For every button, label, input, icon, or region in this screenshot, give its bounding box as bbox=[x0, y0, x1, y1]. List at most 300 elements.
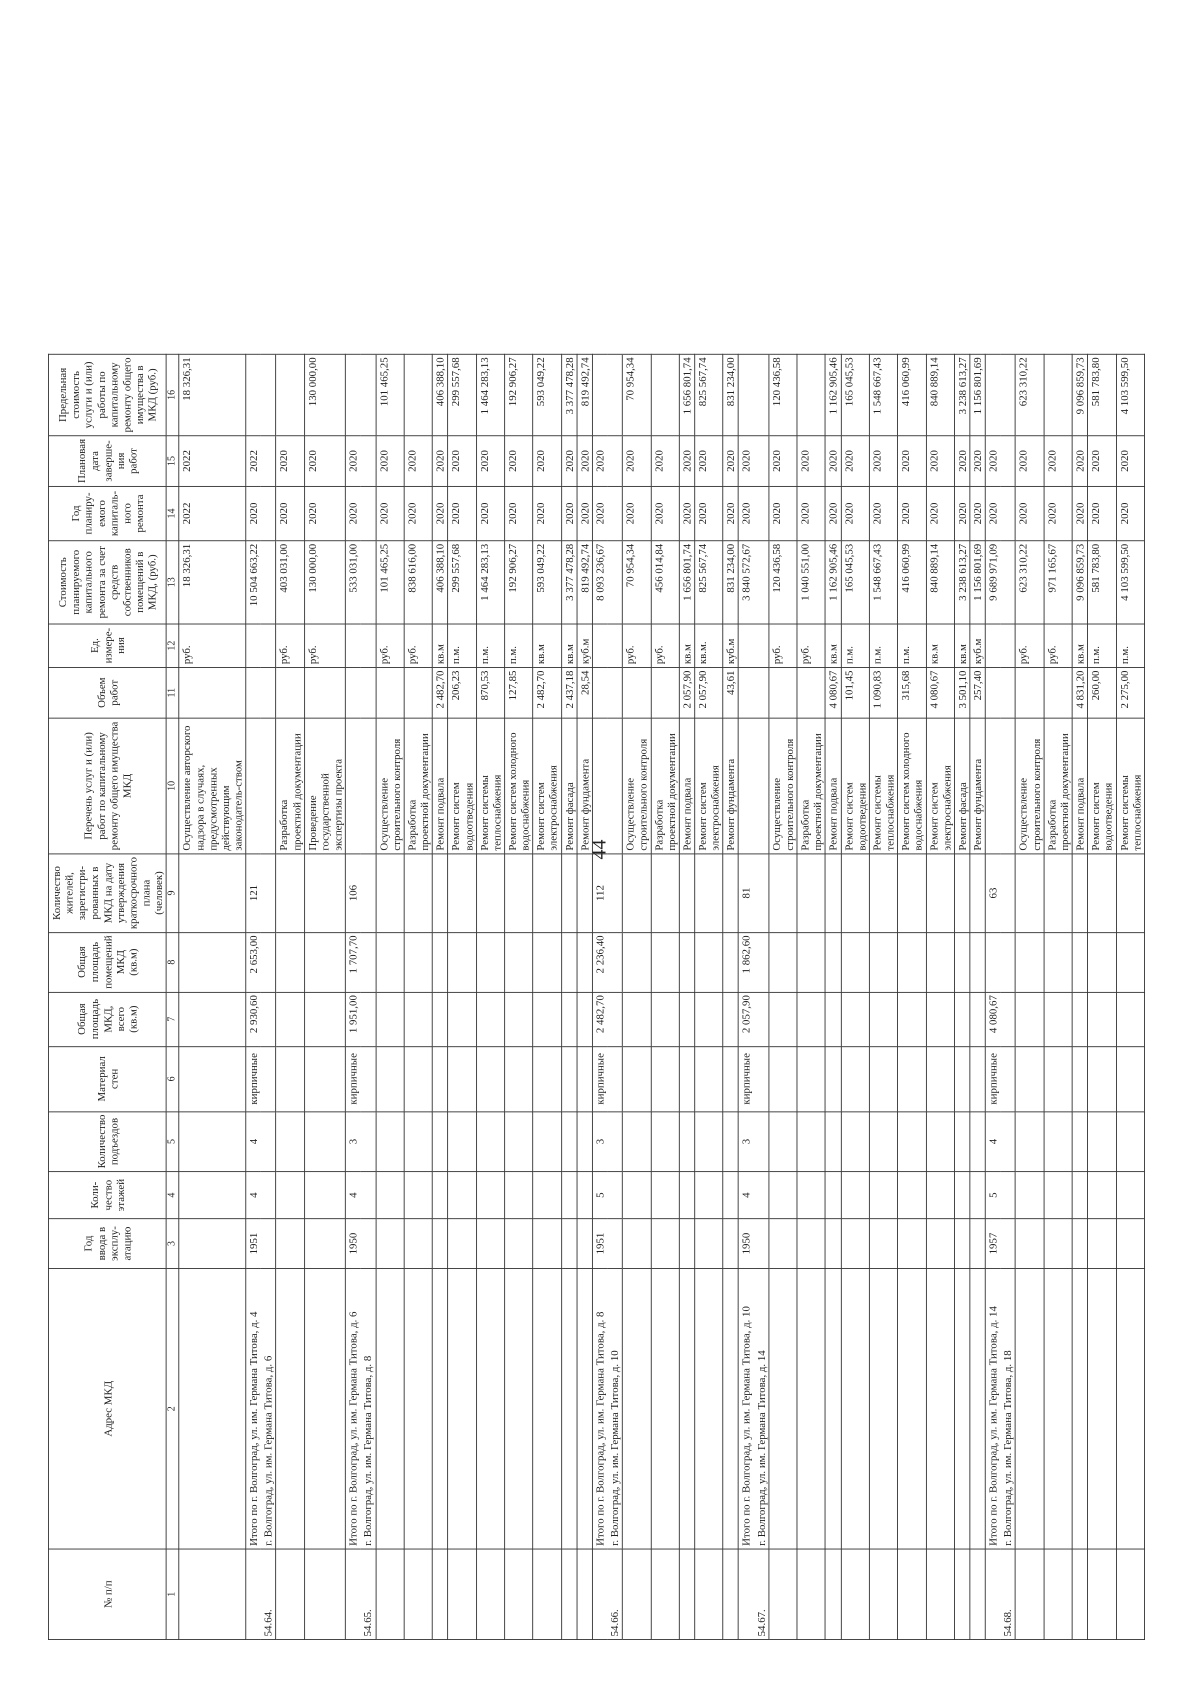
cell-col-8 bbox=[797, 932, 825, 992]
cell-col-15: 2020 bbox=[1044, 436, 1072, 487]
cell-col-14: 2020 bbox=[926, 486, 954, 540]
table-row bbox=[1044, 354, 1072, 1639]
cell-col-2 bbox=[723, 1268, 739, 1549]
cell-col-11: 2 275,00 bbox=[1116, 667, 1144, 718]
cell-col-15: 2020 bbox=[695, 436, 723, 487]
cell-col-7: 1 951,00 bbox=[346, 992, 361, 1046]
table-row bbox=[1016, 354, 1044, 1639]
cell-col-5 bbox=[404, 1111, 432, 1171]
cell-col-5 bbox=[679, 1111, 695, 1171]
cell-col-1 bbox=[825, 1549, 841, 1640]
cell-col-5 bbox=[723, 1111, 739, 1171]
cell-col-16: 1 464 283,13 bbox=[476, 354, 504, 435]
work-text-line: законодатель-ством bbox=[231, 760, 245, 851]
cell-col-7 bbox=[1116, 992, 1144, 1046]
cell-col-15: 2020 bbox=[679, 436, 695, 487]
cell-col-9 bbox=[261, 854, 276, 932]
cell-col-11: 101,45 bbox=[841, 667, 869, 718]
cell-col-4 bbox=[607, 1172, 622, 1219]
cell-col-7 bbox=[276, 992, 304, 1046]
work-text-line: Ремонт систем bbox=[696, 782, 709, 851]
cell-col-6 bbox=[841, 1046, 869, 1111]
table-row bbox=[577, 354, 593, 1639]
cell-col-13: 1 162 905,46 bbox=[825, 541, 841, 624]
cell-col-16: 831 234,00 bbox=[723, 354, 739, 435]
cell-col-10 bbox=[651, 718, 679, 854]
col-number: 15 bbox=[166, 436, 179, 487]
cell-col-16: 1 162 905,46 bbox=[825, 354, 841, 435]
col-number: 10 bbox=[166, 718, 179, 854]
table-row bbox=[179, 354, 246, 1639]
address-row bbox=[607, 354, 622, 1639]
cell-col-16: 406 388,10 bbox=[432, 354, 448, 435]
cell-col-11: 1 090,83 bbox=[869, 667, 897, 718]
cell-col-4 bbox=[276, 1172, 304, 1219]
cell-col-10 bbox=[1044, 718, 1072, 854]
work-text-line: Осуществление bbox=[623, 777, 637, 851]
cell-col-2 bbox=[276, 1268, 304, 1549]
cell-col-6 bbox=[651, 1046, 679, 1111]
cell-col-5 bbox=[577, 1111, 593, 1171]
repair-plan-table bbox=[48, 354, 1145, 1640]
table-row bbox=[376, 354, 404, 1639]
cell-col-14: 2020 bbox=[276, 486, 304, 540]
cell-col-16 bbox=[985, 354, 1000, 435]
cell-col-3 bbox=[825, 1219, 841, 1269]
cell-col-4 bbox=[679, 1172, 695, 1219]
cell-col-15: 2020 bbox=[723, 436, 739, 487]
work-text-line: Ремонт систем bbox=[1089, 782, 1102, 851]
cell-col-4: 4 bbox=[346, 1172, 361, 1219]
cell-col-5 bbox=[695, 1111, 723, 1171]
cell-col-15: 2022 bbox=[179, 436, 246, 487]
table-row bbox=[561, 354, 577, 1639]
cell-col-11 bbox=[592, 667, 607, 718]
cell-col-5 bbox=[476, 1111, 504, 1171]
work-text-line: Ремонт фундамента bbox=[971, 758, 984, 851]
cell-col-15: 2020 bbox=[651, 436, 679, 487]
cell-col-3 bbox=[476, 1219, 504, 1269]
work-text-line: экспертизы проекта bbox=[331, 758, 345, 851]
cell-col-3 bbox=[970, 1219, 986, 1269]
cell-col-8 bbox=[448, 932, 476, 992]
cell-col-10 bbox=[361, 718, 376, 854]
work-text-line: Ремонт систем bbox=[842, 782, 855, 851]
cell-col-1 bbox=[276, 1549, 304, 1640]
col-number: 11 bbox=[166, 667, 179, 718]
cell-col-8 bbox=[723, 932, 739, 992]
cell-col-12: руб. bbox=[1044, 624, 1072, 667]
cell-col-8: 1 862,60 bbox=[739, 932, 754, 992]
work-text-line: Ремонт подвала bbox=[1073, 777, 1087, 851]
col-number: 7 bbox=[166, 992, 179, 1046]
cell-col-10 bbox=[1072, 718, 1088, 854]
cell-col-12: руб. bbox=[404, 624, 432, 667]
cell-col-8: 1 707,70 bbox=[346, 932, 361, 992]
header-c4: Коли-чество этажей bbox=[48, 1172, 166, 1219]
cell-col-1 bbox=[1072, 1549, 1088, 1640]
cell-col-2 bbox=[476, 1268, 504, 1549]
cell-col-5: 3 bbox=[346, 1111, 361, 1171]
cell-col-11 bbox=[276, 667, 304, 718]
cell-col-3 bbox=[432, 1219, 448, 1269]
table-row bbox=[1116, 354, 1144, 1639]
cell-col-15: 2020 bbox=[1088, 436, 1116, 487]
cell-col-13: 1 040 551,00 bbox=[797, 541, 825, 624]
cell-col-10 bbox=[898, 718, 926, 854]
cell-col-16: 623 310,22 bbox=[1016, 354, 1044, 435]
col-number: 3 bbox=[166, 1219, 179, 1269]
cell-col-5: 4 bbox=[985, 1111, 1000, 1171]
cell-col-16: 1 548 667,43 bbox=[869, 354, 897, 435]
cell-col-16: 819 492,74 bbox=[577, 354, 593, 435]
cell-col-4 bbox=[869, 1172, 897, 1219]
cell-col-4 bbox=[533, 1172, 561, 1219]
cell-col-15: 2020 bbox=[1072, 436, 1088, 487]
cell-col-13 bbox=[754, 541, 769, 624]
cell-col-16: 840 889,14 bbox=[926, 354, 954, 435]
cell-col-1 bbox=[376, 1549, 404, 1640]
cell-col-7 bbox=[679, 992, 695, 1046]
cell-col-9 bbox=[577, 854, 593, 932]
cell-col-12 bbox=[261, 624, 276, 667]
cell-col-10 bbox=[432, 718, 448, 854]
cell-col-9 bbox=[276, 854, 304, 932]
cell-col-9 bbox=[1016, 854, 1044, 932]
cell-col-16 bbox=[739, 354, 754, 435]
cell-col-10 bbox=[1088, 718, 1116, 854]
total-row bbox=[346, 354, 361, 1639]
cell-col-13: 825 567,74 bbox=[695, 541, 723, 624]
cell-col-7 bbox=[898, 992, 926, 1046]
cell-col-10 bbox=[246, 718, 261, 854]
cell-col-11 bbox=[404, 667, 432, 718]
work-text-line: строительного контроля bbox=[782, 738, 796, 851]
cell-col-7 bbox=[448, 992, 476, 1046]
table-row bbox=[841, 354, 869, 1639]
cell-col-12 bbox=[246, 624, 261, 667]
cell-col-5 bbox=[1072, 1111, 1088, 1171]
cell-col-1 bbox=[561, 1549, 577, 1640]
cell-col-1 bbox=[179, 1549, 246, 1640]
cell-col-8 bbox=[1044, 932, 1072, 992]
work-text-line: Ремонт подвала bbox=[433, 777, 447, 851]
header-c11: Объем работ bbox=[48, 667, 166, 718]
header-c6: Материал стен bbox=[48, 1046, 166, 1111]
cell-col-14: 2020 bbox=[432, 486, 448, 540]
cell-col-5: 3 bbox=[592, 1111, 607, 1171]
cell-col-13: 70 954,34 bbox=[622, 541, 650, 624]
cell-col-7 bbox=[561, 992, 577, 1046]
cell-col-14: 2020 bbox=[304, 486, 345, 540]
cell-col-10 bbox=[561, 718, 577, 854]
cell-col-15: 2020 bbox=[561, 436, 577, 487]
work-text-line: теплоснабжения bbox=[1130, 774, 1143, 851]
cell-col-12: кв.м bbox=[432, 624, 448, 667]
cell-col-13: 120 436,58 bbox=[769, 541, 797, 624]
cell-col-6 bbox=[179, 1046, 246, 1111]
cell-col-5: 4 bbox=[246, 1111, 261, 1171]
cell-col-15: 2020 bbox=[797, 436, 825, 487]
cell-col-9 bbox=[533, 854, 561, 932]
cell-col-2 bbox=[533, 1268, 561, 1549]
work-text-line: проектной документации bbox=[665, 733, 678, 851]
cell-col-2 bbox=[869, 1268, 897, 1549]
cell-col-12: руб. bbox=[797, 624, 825, 667]
work-text-line: Разработка bbox=[1045, 799, 1058, 851]
cell-col-15: 2020 bbox=[376, 436, 404, 487]
cell-col-16 bbox=[361, 354, 376, 435]
cell-col-6 bbox=[304, 1046, 345, 1111]
cell-col-2 bbox=[1016, 1268, 1044, 1549]
cell-col-12: куб.м bbox=[577, 624, 593, 667]
cell-col-13: 831 234,00 bbox=[723, 541, 739, 624]
address-row bbox=[261, 354, 276, 1639]
cell-col-11: 2 482,70 bbox=[533, 667, 561, 718]
cell-col-6 bbox=[276, 1046, 304, 1111]
cell-col-15: 2020 bbox=[769, 436, 797, 487]
work-text-line: строительного контроля bbox=[389, 738, 403, 851]
cell-col-7 bbox=[1072, 992, 1088, 1046]
cell-col-5 bbox=[1016, 1111, 1044, 1171]
cell-col-10 bbox=[505, 718, 533, 854]
cell-col-11 bbox=[607, 667, 622, 718]
cell-col-9 bbox=[179, 854, 246, 932]
cell-col-16: 165 045,53 bbox=[841, 354, 869, 435]
cell-col-2: г. Волгоград, ул. им. Германа Титова, д. 14 bbox=[754, 1268, 769, 1549]
cell-col-14 bbox=[754, 486, 769, 540]
work-text-line: Ремонт подвала bbox=[680, 777, 694, 851]
cell-col-6 bbox=[577, 1046, 593, 1111]
cell-col-1 bbox=[505, 1549, 533, 1640]
cell-col-3: 1950 bbox=[739, 1219, 754, 1269]
table-row bbox=[679, 354, 695, 1639]
cell-col-6: кирпичные bbox=[592, 1046, 607, 1111]
cell-col-14: 2020 bbox=[622, 486, 650, 540]
page-number: 44 bbox=[588, 839, 611, 860]
cell-col-3 bbox=[954, 1219, 970, 1269]
cell-col-15 bbox=[607, 436, 622, 487]
cell-col-9 bbox=[926, 854, 954, 932]
cell-col-1 bbox=[679, 1549, 695, 1640]
cell-col-10 bbox=[179, 718, 246, 854]
cell-col-13: 3 238 613,27 bbox=[954, 541, 970, 624]
cell-col-16 bbox=[346, 354, 361, 435]
cell-col-11: 2 057,90 bbox=[695, 667, 723, 718]
cell-col-16 bbox=[592, 354, 607, 435]
table-row bbox=[926, 354, 954, 1639]
work-text-line: Ремонт фасада bbox=[955, 782, 969, 851]
cell-col-8 bbox=[304, 932, 345, 992]
cell-col-5 bbox=[505, 1111, 533, 1171]
cell-col-3 bbox=[376, 1219, 404, 1269]
cell-col-12: руб. bbox=[376, 624, 404, 667]
cell-col-15: 2020 bbox=[985, 436, 1000, 487]
cell-col-8 bbox=[476, 932, 504, 992]
cell-col-12 bbox=[754, 624, 769, 667]
cell-col-6 bbox=[432, 1046, 448, 1111]
cell-col-8 bbox=[825, 932, 841, 992]
cell-col-14: 2020 bbox=[1016, 486, 1044, 540]
cell-col-16: 593 049,22 bbox=[533, 354, 561, 435]
work-text-line: Разработка bbox=[277, 799, 291, 851]
cell-col-2 bbox=[376, 1268, 404, 1549]
cell-col-6 bbox=[1088, 1046, 1116, 1111]
cell-col-7 bbox=[505, 992, 533, 1046]
table-row bbox=[304, 354, 345, 1639]
cell-col-1: 54.66. bbox=[607, 1549, 622, 1640]
table-row bbox=[533, 354, 561, 1639]
cell-col-13: 3 377 478,28 bbox=[561, 541, 577, 624]
cell-col-14: 2020 bbox=[954, 486, 970, 540]
cell-col-12: кв.м bbox=[926, 624, 954, 667]
cell-col-5 bbox=[841, 1111, 869, 1171]
cell-col-6 bbox=[926, 1046, 954, 1111]
cell-col-12 bbox=[607, 624, 622, 667]
work-text-line: Разработка bbox=[798, 799, 812, 851]
cell-col-10 bbox=[1016, 718, 1044, 854]
cell-col-4: 5 bbox=[592, 1172, 607, 1219]
cell-col-10 bbox=[276, 718, 304, 854]
table-row bbox=[723, 354, 739, 1639]
cell-col-3 bbox=[448, 1219, 476, 1269]
cell-col-14: 2020 bbox=[970, 486, 986, 540]
cell-col-2 bbox=[769, 1268, 797, 1549]
cell-col-13: 819 492,74 bbox=[577, 541, 593, 624]
cell-col-8 bbox=[1116, 932, 1144, 992]
cell-col-12: кв.м bbox=[679, 624, 695, 667]
cell-col-11: 2 057,90 bbox=[679, 667, 695, 718]
cell-col-14 bbox=[361, 486, 376, 540]
cell-col-15: 2020 bbox=[926, 436, 954, 487]
cell-col-6: кирпичные bbox=[985, 1046, 1000, 1111]
cell-col-8 bbox=[577, 932, 593, 992]
cell-col-10 bbox=[797, 718, 825, 854]
cell-col-9 bbox=[769, 854, 797, 932]
table-row bbox=[869, 354, 897, 1639]
cell-col-6 bbox=[970, 1046, 986, 1111]
cell-col-7 bbox=[841, 992, 869, 1046]
cell-col-12: кв.м bbox=[825, 624, 841, 667]
col-number: 8 bbox=[166, 932, 179, 992]
cell-col-7 bbox=[954, 992, 970, 1046]
cell-col-4 bbox=[261, 1172, 276, 1219]
work-text-line: проектной документации bbox=[290, 733, 303, 851]
cell-col-16 bbox=[607, 354, 622, 435]
cell-col-4 bbox=[970, 1172, 986, 1219]
cell-col-7 bbox=[1044, 992, 1072, 1046]
cell-col-4: 5 bbox=[985, 1172, 1000, 1219]
rotated-page bbox=[48, 187, 1143, 1640]
cell-col-3 bbox=[651, 1219, 679, 1269]
cell-col-4 bbox=[1072, 1172, 1088, 1219]
cell-col-10 bbox=[739, 718, 754, 854]
work-text-line: действующим bbox=[218, 785, 232, 851]
cell-col-4 bbox=[1116, 1172, 1144, 1219]
cell-col-2 bbox=[1072, 1268, 1088, 1549]
cell-col-5 bbox=[533, 1111, 561, 1171]
cell-col-3: 1951 bbox=[592, 1219, 607, 1269]
cell-col-4: 4 bbox=[246, 1172, 261, 1219]
cell-col-14: 2020 bbox=[505, 486, 533, 540]
cell-col-8 bbox=[561, 932, 577, 992]
cell-col-9 bbox=[607, 854, 622, 932]
cell-col-9: 106 bbox=[346, 854, 361, 932]
cell-col-2 bbox=[679, 1268, 695, 1549]
cell-col-15 bbox=[361, 436, 376, 487]
work-text-line: Осуществление bbox=[770, 777, 783, 851]
cell-col-12: кв.м. bbox=[695, 624, 723, 667]
cell-col-16 bbox=[404, 354, 432, 435]
cell-col-9 bbox=[898, 854, 926, 932]
cell-col-15: 2020 bbox=[304, 436, 345, 487]
cell-col-11 bbox=[1000, 667, 1015, 718]
cell-col-7: 2 057,90 bbox=[739, 992, 754, 1046]
cell-col-13: 593 049,22 bbox=[533, 541, 561, 624]
cell-col-2 bbox=[825, 1268, 841, 1549]
cell-col-16 bbox=[1044, 354, 1072, 435]
cell-col-14: 2020 bbox=[533, 486, 561, 540]
cell-col-5 bbox=[651, 1111, 679, 1171]
cell-col-9 bbox=[1000, 854, 1015, 932]
cell-col-13: 533 031,00 bbox=[346, 541, 361, 624]
cell-col-6: кирпичные bbox=[246, 1046, 261, 1111]
cell-col-16 bbox=[261, 354, 276, 435]
cell-col-2 bbox=[651, 1268, 679, 1549]
cell-col-14: 2020 bbox=[797, 486, 825, 540]
cell-col-10 bbox=[754, 718, 769, 854]
cell-col-14: 2020 bbox=[1088, 486, 1116, 540]
cell-col-9 bbox=[797, 854, 825, 932]
cell-col-15 bbox=[261, 436, 276, 487]
cell-col-4 bbox=[1088, 1172, 1116, 1219]
cell-col-3 bbox=[841, 1219, 869, 1269]
cell-col-1 bbox=[1088, 1549, 1116, 1640]
cell-col-13 bbox=[261, 541, 276, 624]
cell-col-3 bbox=[1116, 1219, 1144, 1269]
cell-col-5 bbox=[869, 1111, 897, 1171]
cell-col-14: 2020 bbox=[898, 486, 926, 540]
cell-col-8 bbox=[869, 932, 897, 992]
cell-col-10 bbox=[926, 718, 954, 854]
cell-col-12 bbox=[346, 624, 361, 667]
cell-col-15 bbox=[1000, 436, 1015, 487]
cell-col-1 bbox=[970, 1549, 986, 1640]
cell-col-7 bbox=[476, 992, 504, 1046]
cell-col-12: кв.м bbox=[1072, 624, 1088, 667]
cell-col-12: руб. bbox=[769, 624, 797, 667]
cell-col-1 bbox=[739, 1549, 754, 1640]
cell-col-6 bbox=[561, 1046, 577, 1111]
cell-col-3: 1957 bbox=[985, 1219, 1000, 1269]
cell-col-8 bbox=[261, 932, 276, 992]
cell-col-3 bbox=[276, 1219, 304, 1269]
total-row bbox=[739, 354, 754, 1639]
cell-col-11 bbox=[361, 667, 376, 718]
cell-col-11 bbox=[985, 667, 1000, 718]
cell-col-1: 54.67. bbox=[754, 1549, 769, 1640]
cell-col-5 bbox=[276, 1111, 304, 1171]
cell-col-9 bbox=[651, 854, 679, 932]
col-number: 13 bbox=[166, 541, 179, 624]
cell-col-4 bbox=[404, 1172, 432, 1219]
cell-col-15: 2020 bbox=[739, 436, 754, 487]
cell-col-7 bbox=[432, 992, 448, 1046]
cell-col-11: 3 501,10 bbox=[954, 667, 970, 718]
cell-col-7: 4 080,67 bbox=[985, 992, 1000, 1046]
cell-col-9: 112 bbox=[592, 854, 607, 932]
cell-col-12: руб. bbox=[304, 624, 345, 667]
